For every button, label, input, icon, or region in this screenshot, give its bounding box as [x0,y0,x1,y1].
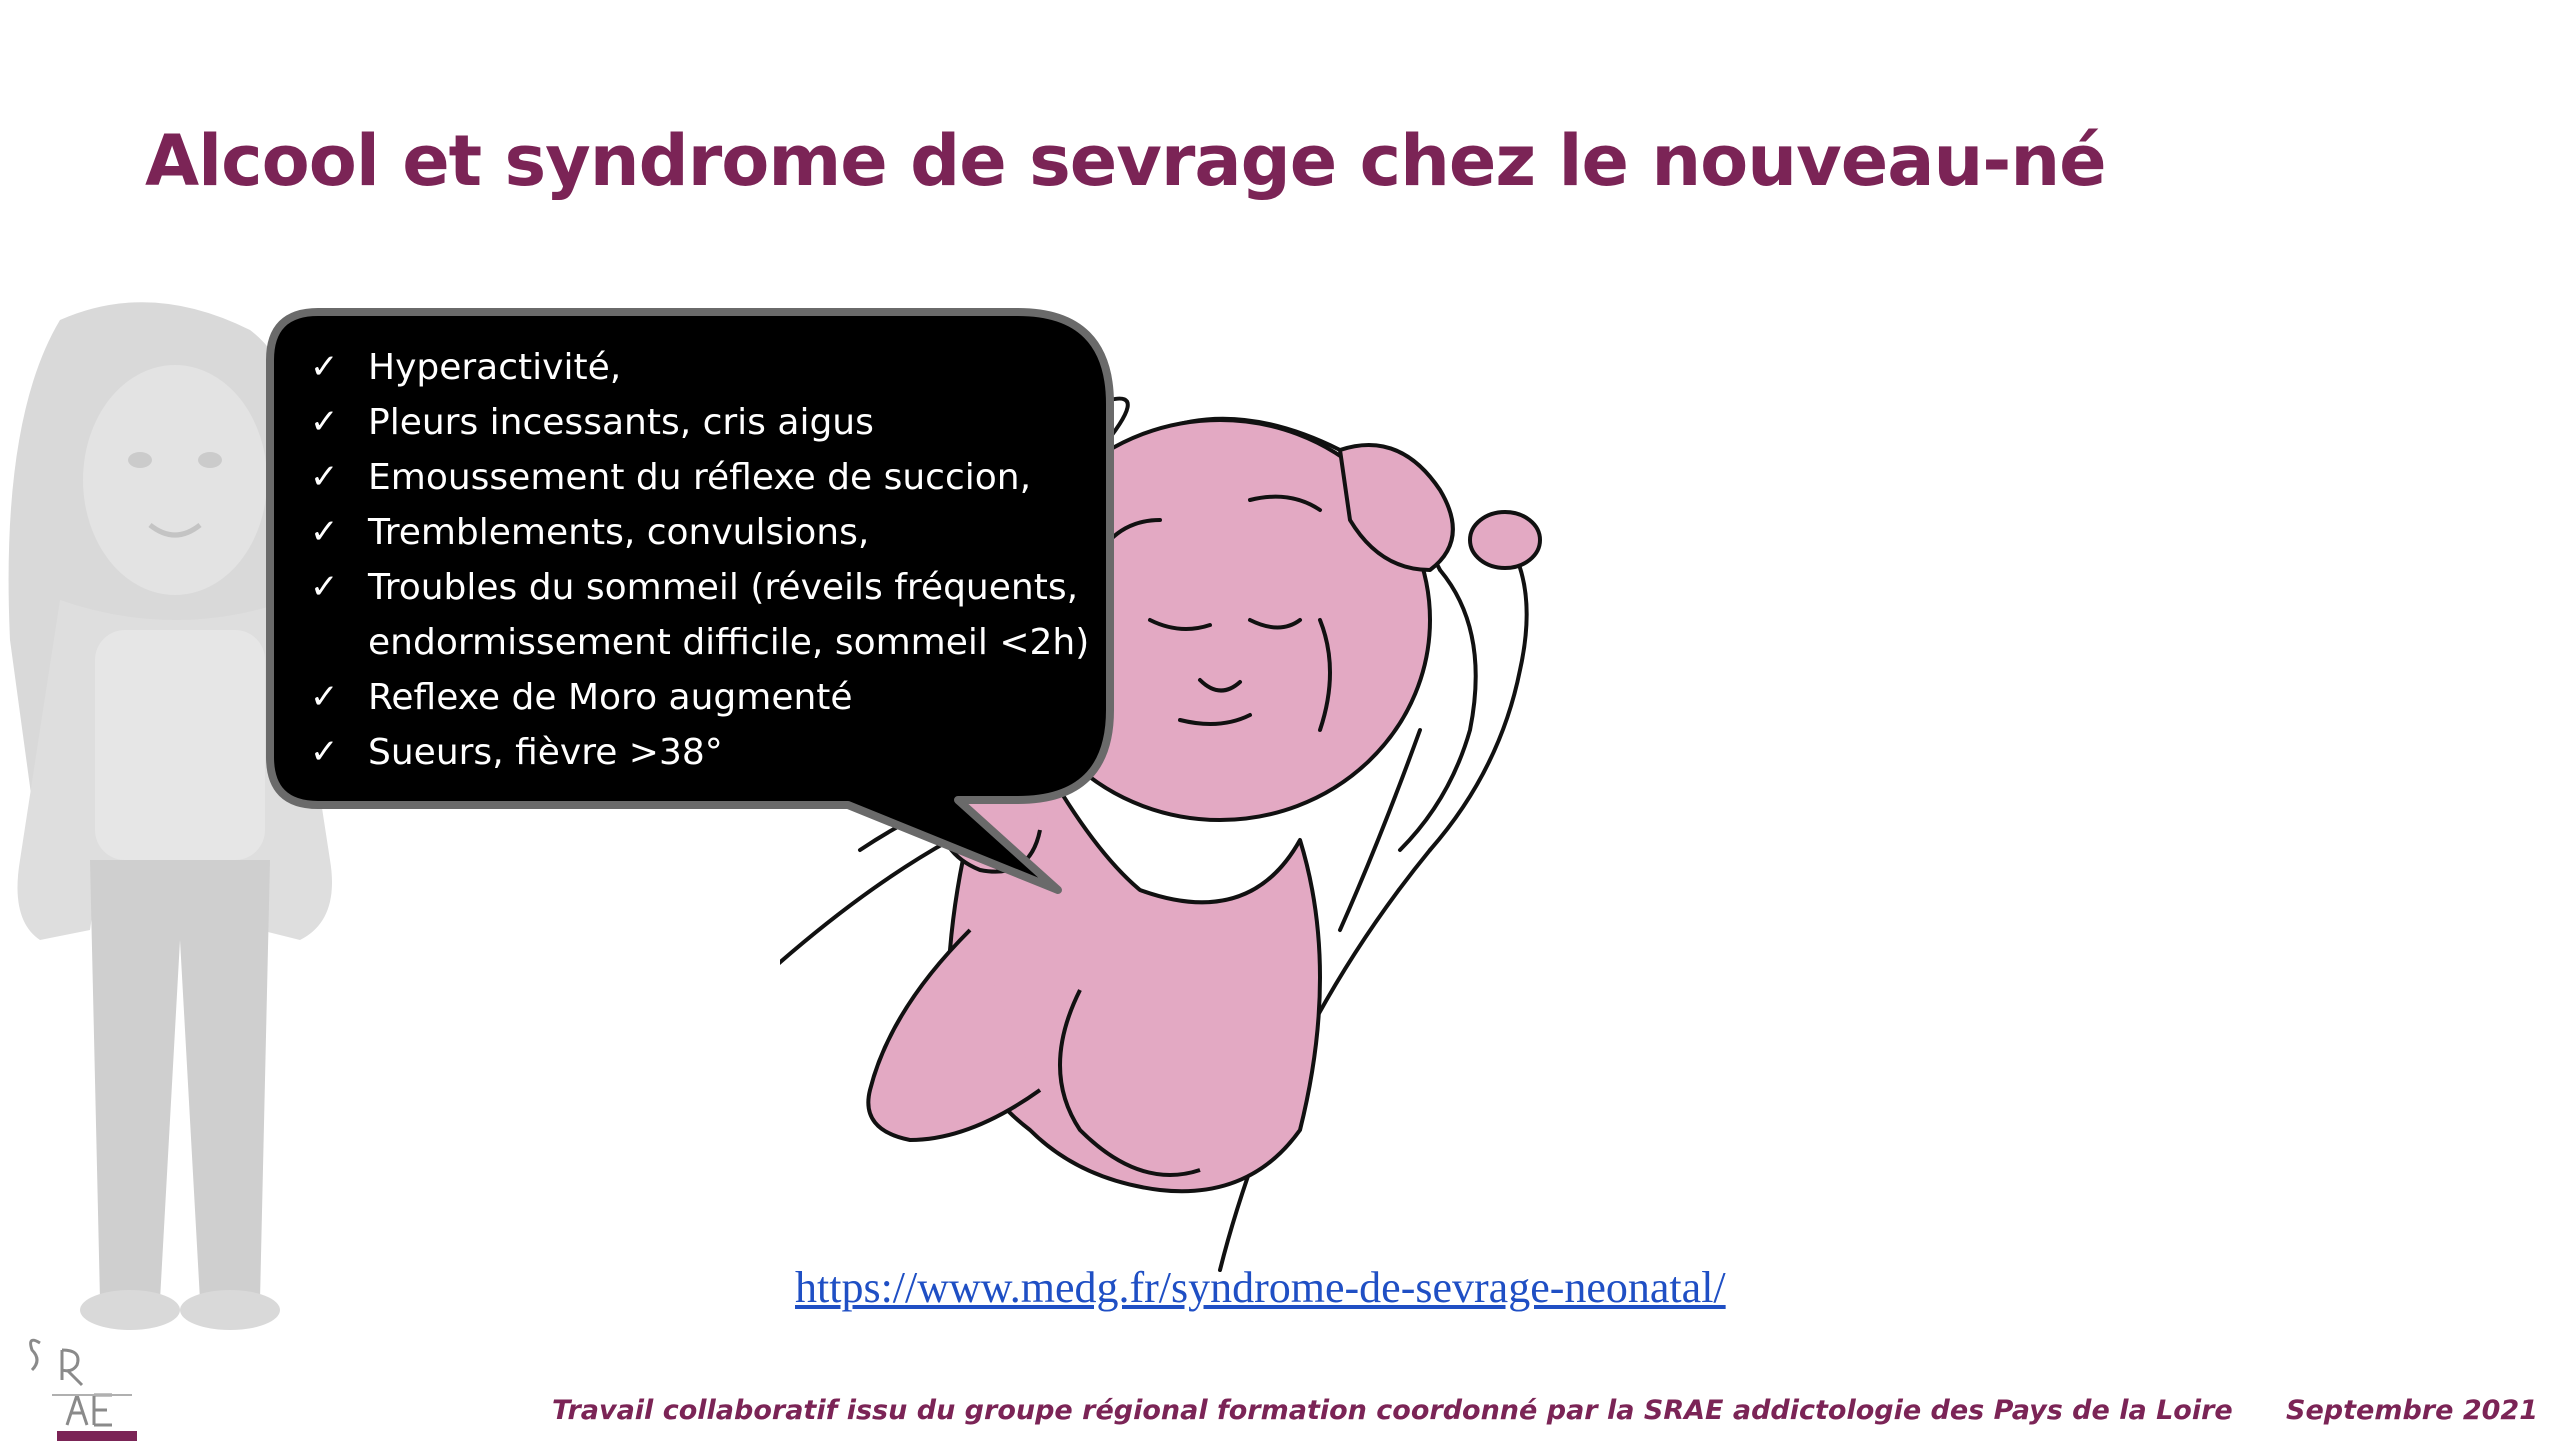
symptoms-list [300,340,1100,780]
list-item-text: Reflexe de Moro augmenté [368,677,853,718]
list-item-text: endormissement difficile, sommeil <2h) [368,622,1090,663]
srae-addictologie-logo-icon [22,1325,152,1445]
list-item [300,560,1100,615]
checkmark-icon: ✓ [310,347,339,387]
list-item [300,725,1100,780]
checkmark-icon: ✓ [310,567,339,607]
list-item-text: Hyperactivité, [368,347,622,388]
checkmark-icon: ✓ [310,457,339,497]
footer-date: Septembre 2021 [2286,1395,2538,1426]
source-link[interactable]: https://www.medg.fr/syndrome-de-sevrage-neonatal/ [795,1263,1726,1312]
list-item [300,450,1100,505]
list-item-text: Tremblements, convulsions, [368,512,870,553]
list-item [300,615,1100,670]
list-item [300,395,1100,450]
list-item [300,340,1100,395]
slide-title: Alcool et syndrome de sevrage chez le nouveau-né [145,120,2106,202]
list-item [300,670,1100,725]
list-item-text: Sueurs, fièvre >38° [368,732,723,773]
checkmark-icon: ✓ [310,732,339,772]
checkmark-icon: ✓ [310,402,339,442]
list-item-text: Troubles du sommeil (réveils fréquents, [368,567,1079,608]
checkmark-icon: ✓ [310,512,339,552]
list-item-text: Emoussement du réflexe de succion, [368,457,1032,498]
checkmark-icon: ✓ [310,677,339,717]
list-item [300,505,1100,560]
footer-credit: Travail collaboratif issu du groupe régional formation coordonné par la SRAE addictologie des Pays de la Loire [552,1395,2233,1426]
list-item-text: Pleurs incessants, cris aigus [368,402,874,443]
